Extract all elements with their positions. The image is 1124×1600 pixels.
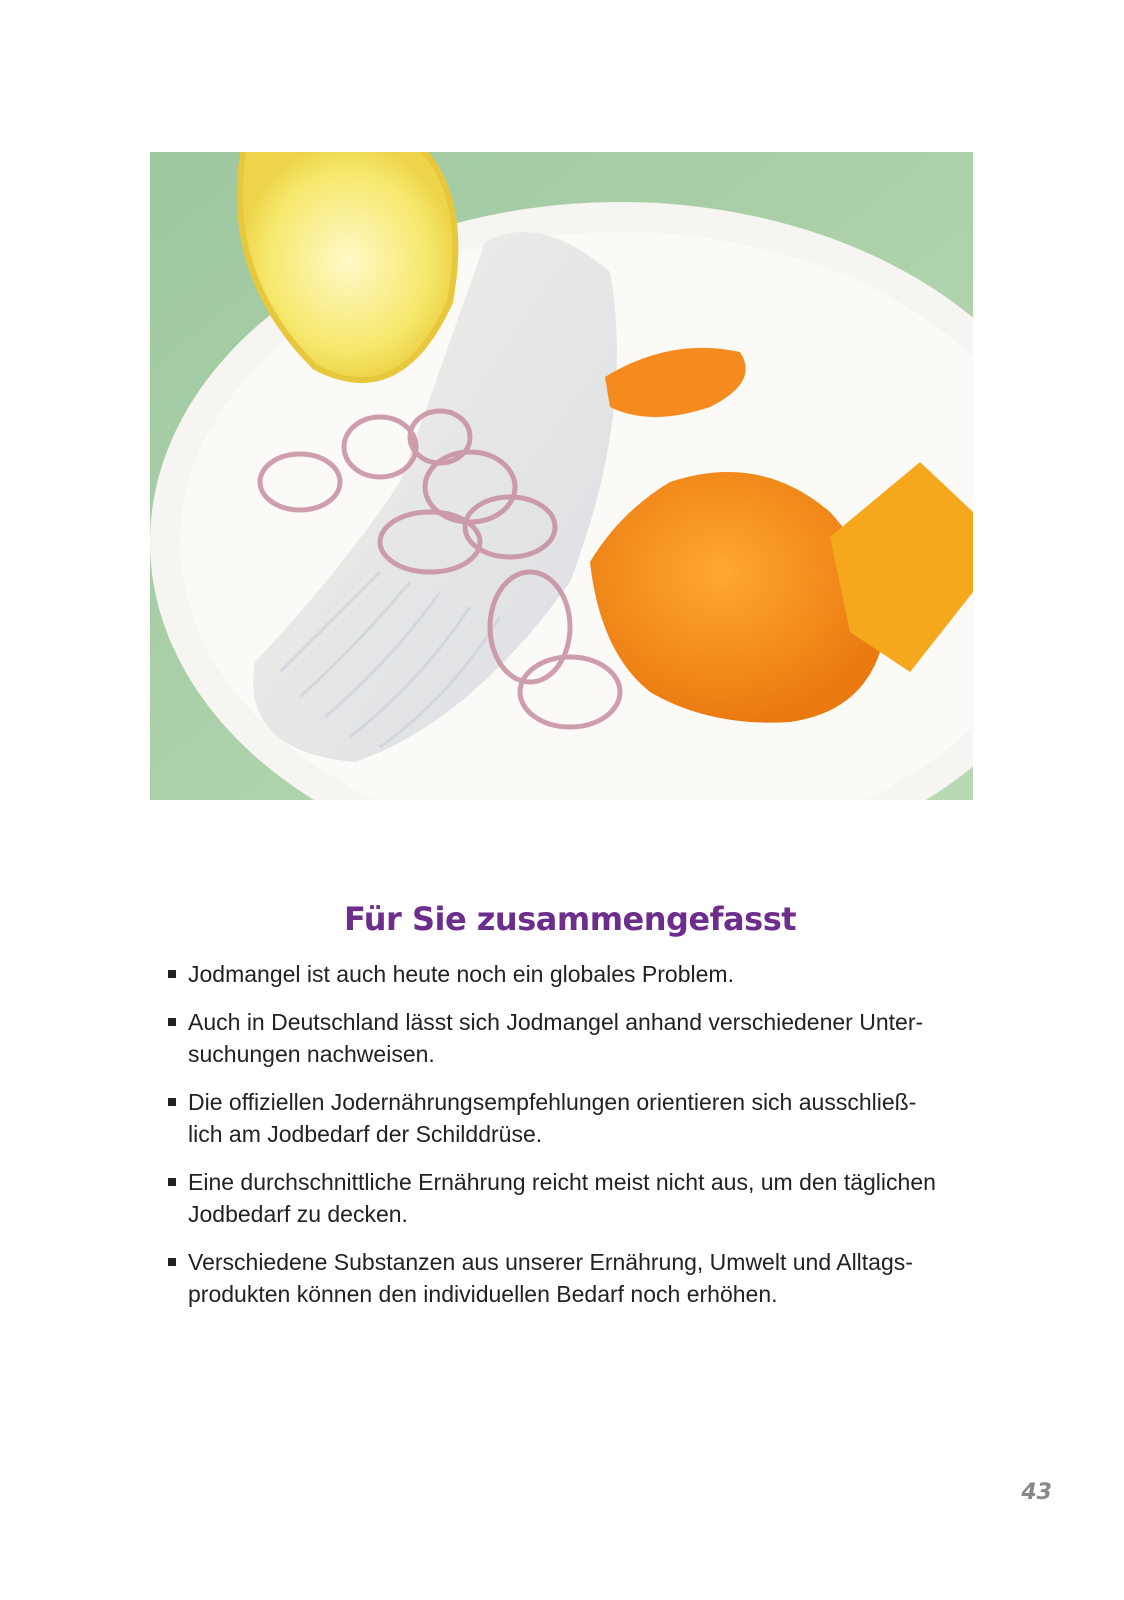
list-item-text-continued: suchungen nachweisen.: [188, 1041, 435, 1067]
list-item-text: Die offiziellen Jodernährungsempfehlungen orientieren sich ausschließ-: [188, 1089, 917, 1115]
square-bullet-icon: [168, 1098, 176, 1106]
list-item: [160, 1246, 980, 1310]
summary-title: Für Sie zusammengefasst: [343, 900, 797, 938]
square-bullet-icon: [168, 970, 176, 978]
square-bullet-icon: [168, 1178, 176, 1186]
square-bullet-icon: [168, 1258, 176, 1266]
list-item-text-continued: produkten können den individuellen Bedarf noch erhöhen.: [188, 1281, 778, 1307]
list-item-text: Verschiedene Substanzen aus unserer Ernährung, Umwelt und Alltags-: [188, 1249, 913, 1275]
list-item: [160, 1006, 980, 1070]
summary-list: [160, 958, 980, 1310]
list-item: [160, 1166, 980, 1230]
list-item-text: Eine durchschnittliche Ernährung reicht meist nicht aus, um den täglichen: [188, 1169, 936, 1195]
square-bullet-icon: [168, 1018, 176, 1026]
list-item-text-continued: Jodbedarf zu decken.: [188, 1201, 408, 1227]
list-item: [160, 1086, 980, 1150]
list-item: [160, 958, 980, 990]
list-item-text: Jodmangel ist auch heute noch ein globales Problem.: [188, 961, 734, 987]
page-number: 43: [1021, 1480, 1052, 1505]
food-photo: [150, 152, 973, 800]
list-item-text: Auch in Deutschland lässt sich Jodmangel anhand verschiedener Unter-: [188, 1009, 924, 1035]
food-photo-icon: [150, 152, 973, 800]
summary-box: [160, 898, 980, 1326]
list-item-text-continued: lich am Jodbedarf der Schilddrüse.: [188, 1121, 543, 1147]
